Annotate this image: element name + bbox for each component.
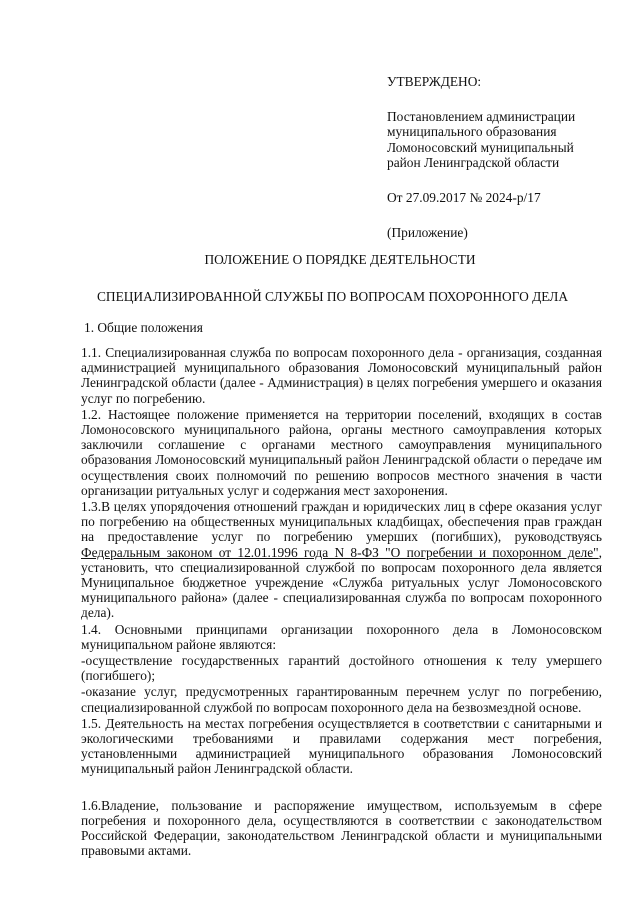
approval-issuer-line: район Ленинградской области bbox=[387, 154, 560, 170]
paragraph-1-3-text-end: , установить, что специализированной службой по вопросам похоронного дела является Муниципальное бюджетное учреждение «Служба ритуальных услуг Ломоносовского муниципального района» (далее - специализированная служба по вопросам похоронного дела). bbox=[81, 544, 602, 621]
paragraph-1-4-item: -осуществление государственных гарантий достойного отношения к телу умершего (погибшего); bbox=[81, 653, 602, 684]
paragraph-1-3-text: 1.3.В целях упорядочения отношений граждан и юридических лиц в сфере оказания услуг по погребению на общественных муниципальных кладбищах, обеспечения прав граждан на предоставление услуг по погребению умерших (погибших), руководствуясь bbox=[81, 499, 602, 545]
federal-law-link[interactable]: Федеральным законом от 12.01.1996 года N 8-ФЗ "О погребении и похоронном деле" bbox=[81, 544, 599, 560]
section-heading: 1. Общие положения bbox=[84, 320, 203, 335]
approval-issuer-line: Постановлением администрации bbox=[387, 109, 576, 125]
paragraph-1-1: 1.1. Специализированная служба по вопросам похоронного дела - организация, созданная администрацией муниципального образования Ломоносовский муниципальный район Ленинградской области (далее - Администрация) в целях погребения умершего и оказания услуг по погребению. bbox=[81, 345, 602, 406]
approval-issuer bbox=[387, 109, 627, 170]
paragraph-1-5: 1.5. Деятельность на местах погребения осуществляется в соответствии с санитарными и экологическими требованиями и правилами содержания мест погребения, установленными администрацией муниципального образования Ломоносовский муниципальный район Ленинградской области. bbox=[81, 715, 602, 777]
approval-block bbox=[387, 74, 627, 240]
approval-issuer-line: муниципального образования bbox=[387, 124, 557, 140]
appendix-label: (Приложение) bbox=[387, 225, 468, 241]
approval-heading: УТВЕРЖДЕНО: bbox=[387, 74, 482, 89]
document-title-line1: ПОЛОЖЕНИЕ О ПОРЯДКЕ ДЕЯТЕЛЬНОСТИ bbox=[204, 252, 476, 267]
paragraph-gap bbox=[81, 777, 602, 798]
document-title-line2: СПЕЦИАЛИЗИРОВАННОЙ СЛУЖБЫ ПО ВОПРОСАМ ПОХОРОННОГО ДЕЛА bbox=[96, 289, 569, 304]
paragraph-1-4: 1.4. Основными принципами организации похоронного дела в Ломоносовском муниципальном районе являются: bbox=[81, 621, 602, 652]
approval-issuer-line: Ломоносовский муниципальный bbox=[387, 139, 574, 155]
paragraph-1-2: 1.2. Настоящее положение применяется на территории поселений, входящих в состав Ломоносовского муниципального района, органы местного самоуправления которых заключили соглашение с органами местного самоуправления муниципального образования Ломоносовский муниципальный район Ленинградской области о передаче им осуществления своих полномочий по решению вопросов местного значения в части организации ритуальных услуг и содержания мест захоронения. bbox=[81, 406, 602, 498]
paragraph-1-4-item: -оказание услуг, предусмотренных гарантированным перечнем услуг по погребению, специализированной службой по вопросам похоронного дела на безвозмездной основе. bbox=[81, 684, 602, 715]
paragraph-1-6: 1.6.Владение, пользование и распоряжение имуществом, используемым в сфере погребения и похоронного дела, осуществляются в соответствии с законодательством Российской Федерации, законодательством Ленинградской области и муниципальными правовыми актами. bbox=[81, 797, 602, 859]
paragraph-1-3 bbox=[81, 499, 602, 621]
document-body bbox=[81, 345, 602, 859]
approval-date: От 27.09.2017 № 2024-р/17 bbox=[387, 190, 541, 206]
